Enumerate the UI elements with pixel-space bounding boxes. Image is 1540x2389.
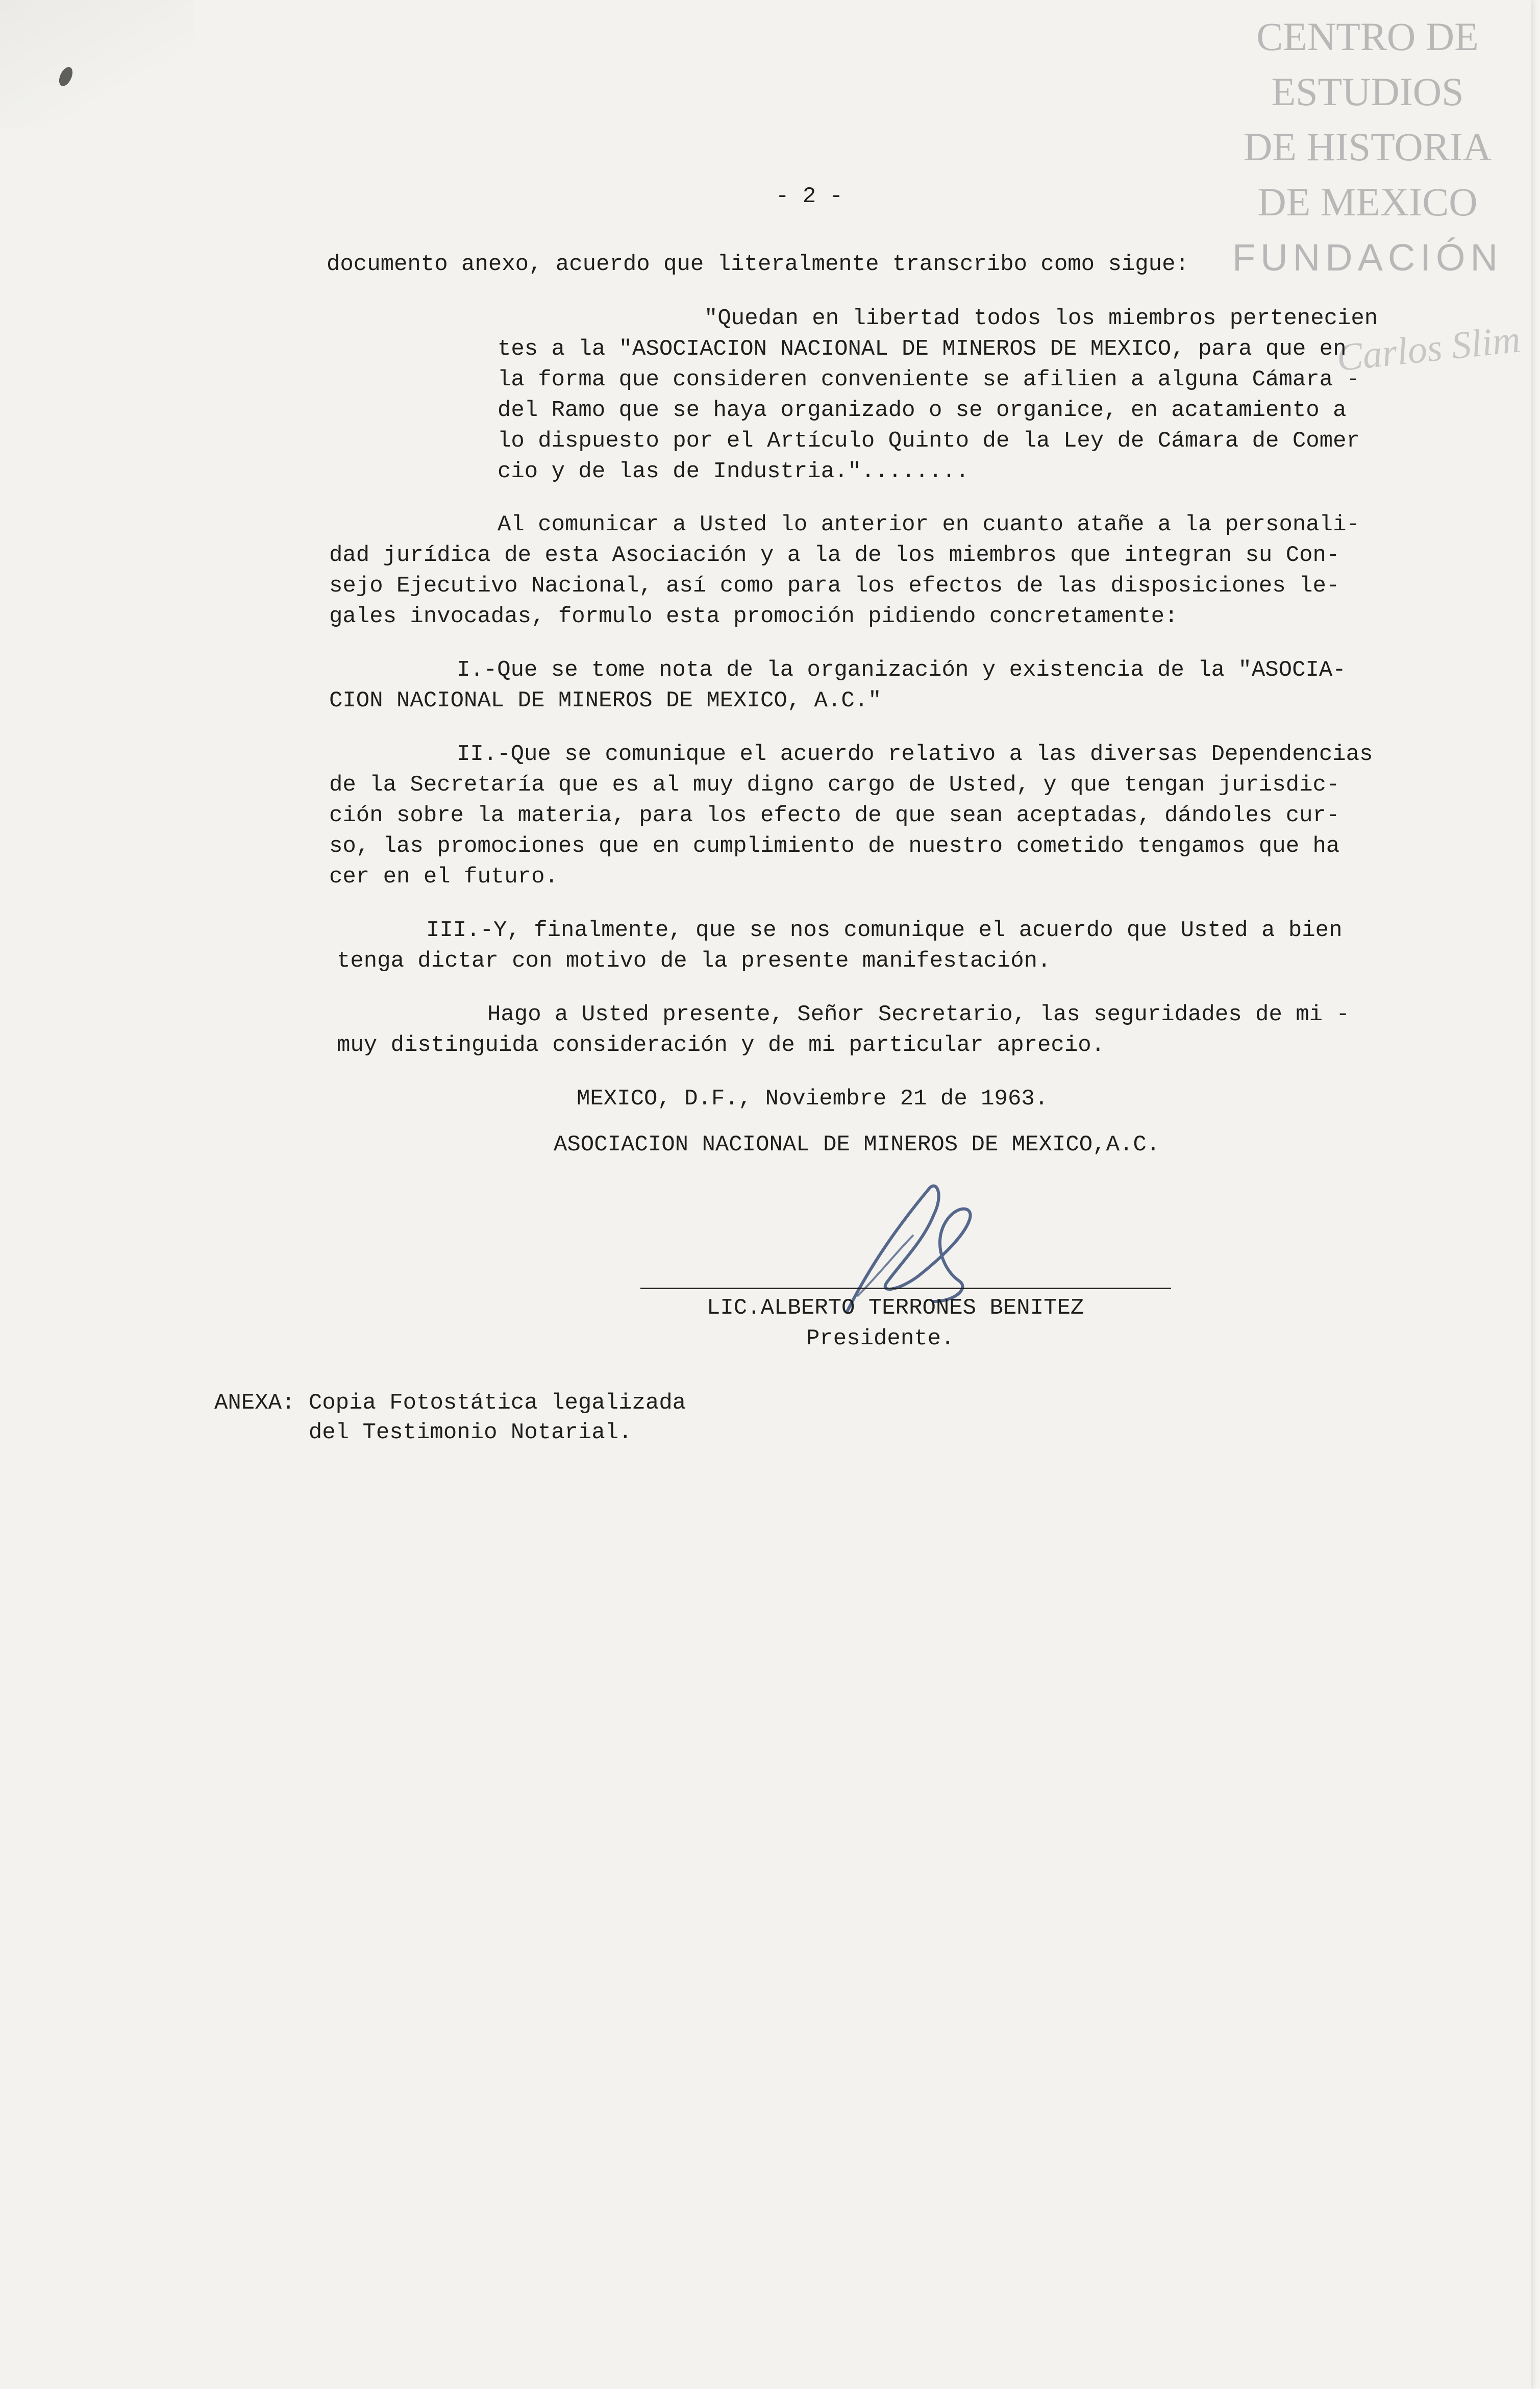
watermark-foundation: FUNDACIÓN — [1232, 236, 1503, 279]
archive-watermark — [1225, 9, 1510, 286]
watermark-script: Carlos Slim — [1334, 317, 1523, 380]
annex-line: Copia Fotostática legalizada — [308, 1390, 686, 1416]
paragraph-line: Al comunicar a Usted lo anterior en cuanto atañe a la personali- — [498, 512, 1360, 537]
quote-line: cio y de las de Industria."........ — [498, 459, 970, 484]
intro-line: documento anexo, acuerdo que literalmente transcribo como sigue: — [327, 252, 1189, 277]
request-item-3: tenga dictar con motivo de la presente manifestación. — [337, 948, 1051, 974]
signing-organization: ASOCIACION NACIONAL DE MINEROS DE MEXICO,A.C. — [554, 1132, 1160, 1157]
request-item-2: ción sobre la materia, para los efecto de que sean aceptadas, dándoles cur- — [329, 803, 1340, 828]
paragraph-line: gales invocadas, formulo esta promoción pidiendo concretamente: — [329, 604, 1178, 629]
request-item-1: CION NACIONAL DE MINEROS DE MEXICO, A.C." — [329, 688, 882, 713]
annex-line: del Testimonio Notarial. — [308, 1420, 632, 1445]
signature-line — [640, 1288, 1171, 1289]
quote-line: tes a la "ASOCIACION NACIONAL DE MINEROS DE MEXICO, para que en — [498, 336, 1347, 362]
request-item-3: III.-Y, finalmente, que se nos comunique el acuerdo que Usted a bien — [426, 918, 1343, 943]
signer-title: Presidente. — [806, 1326, 955, 1351]
quote-line: del Ramo que se haya organizado o se organice, en acatamiento a — [498, 398, 1347, 423]
annex-block — [214, 1388, 686, 1447]
request-item-2: cer en el futuro. — [329, 864, 558, 890]
request-item-2: II.-Que se comunique el acuerdo relativo a las diversas Dependencias — [457, 742, 1373, 767]
watermark-line: ESTUDIOS — [1271, 69, 1464, 114]
closing-line: muy distinguida consideración y de mi particular aprecio. — [337, 1032, 1105, 1058]
watermark-line: CENTRO DE — [1256, 14, 1479, 59]
request-item-1: I.-Que se tome nota de la organización y existencia de la "ASOCIA- — [457, 657, 1346, 683]
paragraph-line: dad jurídica de esta Asociación y a la de los miembros que integran su Con- — [329, 543, 1340, 568]
closing-line: Hago a Usted presente, Señor Secretario, las seguridades de mi - — [487, 1002, 1350, 1027]
paragraph-line: sejo Ejecutivo Nacional, así como para los efectos de las disposiciones le- — [329, 573, 1340, 599]
request-item-2: so, las promociones que en cumplimiento de nuestro cometido tengamos que ha — [329, 833, 1340, 859]
annex-label: ANEXA: — [214, 1390, 295, 1416]
quote-line: la forma que consideren conveniente se afilien a alguna Cámara - — [498, 367, 1360, 392]
watermark-line: DE HISTORIA — [1243, 125, 1492, 169]
paper-fold-shade — [0, 0, 194, 128]
signer-name: LIC.ALBERTO TERRONES BENITEZ — [707, 1295, 1084, 1321]
watermark-line: DE MEXICO — [1257, 180, 1478, 224]
quote-line: "Quedan en libertad todos los miembros pertenecien — [704, 306, 1378, 331]
quote-line: lo dispuesto por el Artículo Quinto de la Ley de Cámara de Comer — [498, 428, 1360, 454]
place-date: MEXICO, D.F., Noviembre 21 de 1963. — [577, 1086, 1049, 1112]
page-number: - 2 - — [776, 184, 843, 209]
request-item-2: de la Secretaría que es al muy digno cargo de Usted, y que tengan jurisdic- — [329, 772, 1340, 798]
